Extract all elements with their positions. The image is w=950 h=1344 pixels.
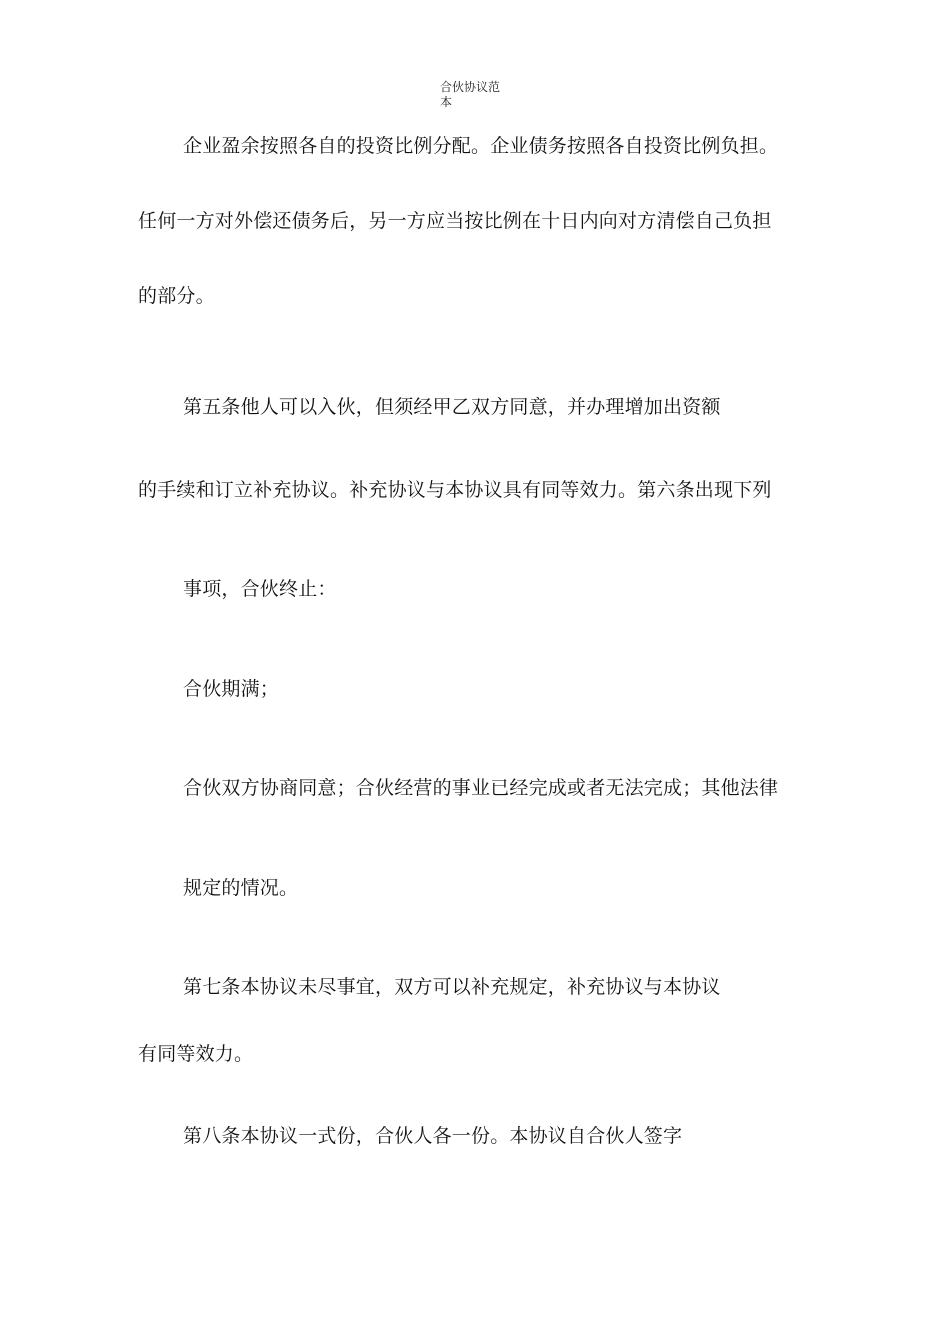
body-line-6: 事项，合伙终止： (183, 578, 337, 600)
body-line-1: 企业盈余按照各自的投资比例分配。企业债务按照各自投资比例负担。 (183, 135, 779, 157)
header-title-line-2: 本 (440, 95, 453, 109)
body-line-4: 第五条他人可以入伙，但须经甲乙双方同意，并办理增加出资额 (183, 396, 721, 418)
body-line-8: 合伙双方协商同意；合伙经营的事业已经完成或者无法完成；其他法律 (183, 777, 779, 799)
body-line-11: 有同等效力。 (138, 1043, 254, 1065)
body-line-3: 的部分。 (138, 285, 215, 307)
body-line-12: 第八条本协议一式份，合伙人各一份。本协议自合伙人签字 (183, 1125, 683, 1147)
header-title-line-1: 合伙协议范 (440, 80, 501, 94)
body-line-9: 规定的情况。 (183, 877, 299, 899)
body-line-7: 合伙期满； (183, 678, 280, 700)
page-header (440, 80, 520, 110)
body-line-10: 第七条本协议未尽事宜，双方可以补充规定，补充协议与本协议 (183, 976, 721, 998)
body-line-5: 的手续和订立补充协议。补充协议与本协议具有同等效力。第六条出现下列 (138, 479, 772, 501)
body-line-2: 任何一方对外偿还债务后，另一方应当按比例在十日内向对方清偿自己负担 (138, 210, 772, 232)
